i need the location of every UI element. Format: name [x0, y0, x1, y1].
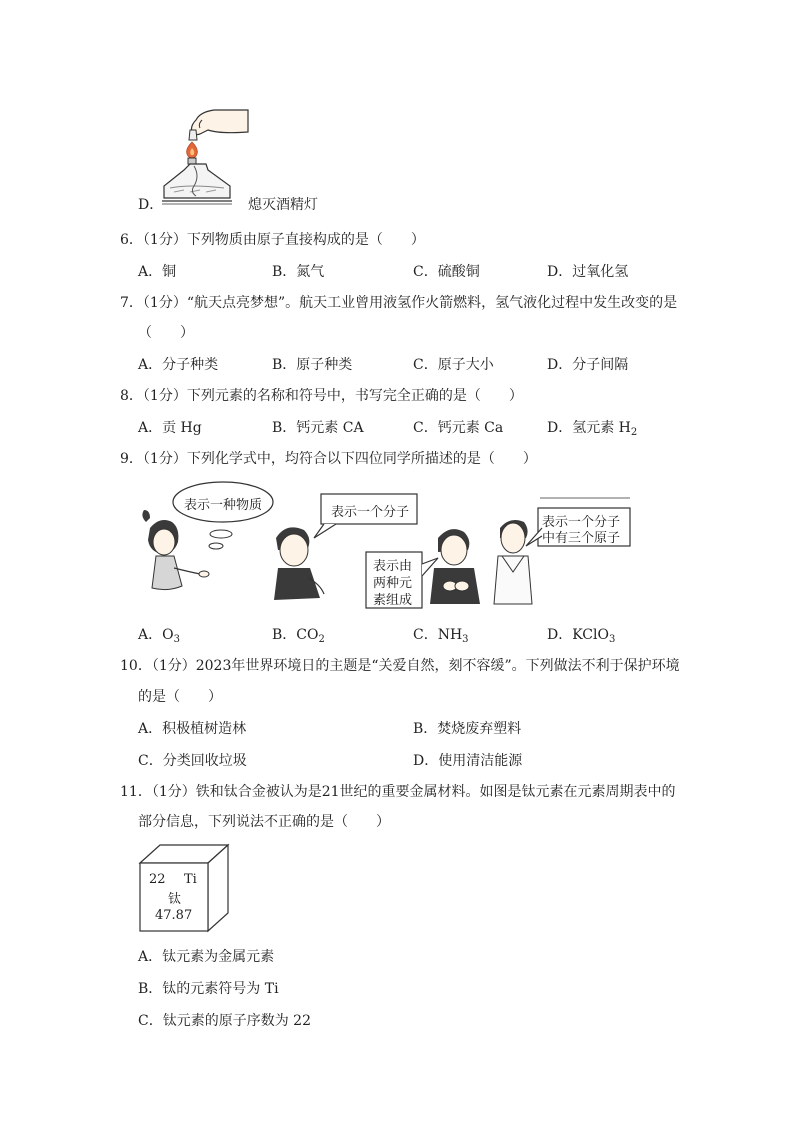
bubble-three-atoms-line2: 中有三个原子 [542, 531, 621, 546]
question-9-stem: 9．（1分）下列化学式中，均符合以下四位同学所描述的是（ ） [120, 451, 537, 467]
q7-option-c[interactable]: C．原子大小 [413, 357, 494, 373]
bubble-two-elements-line2: 两种元 [373, 576, 413, 591]
question-10-stem-line2: 的是（ ） [138, 689, 222, 705]
q8-option-b[interactable]: B．钙元素 CA [272, 420, 364, 436]
question-8-stem: 8．（1分）下列元素的名称和符号中，书写完全正确的是（ ） [120, 388, 523, 404]
question-11-stem-line2: 部分信息，下列说法不正确的是（ ） [138, 814, 390, 830]
q9-option-c-subscript: 3 [462, 634, 469, 645]
q8-option-d-text: D．氢元素 H [547, 420, 631, 436]
q6-option-d[interactable]: D．过氧化氢 [547, 264, 629, 280]
question-10-stem-line1: 10．（1分）2023年世界环境日的主题是“关爱自然，刻不容缓”。下列做法不利于保护环境 [120, 658, 680, 674]
q7-option-d[interactable]: D．分子间隔 [547, 357, 629, 373]
q10-option-b[interactable]: B．焚烧废弃塑料 [413, 721, 522, 737]
q10-option-c[interactable]: C．分类回收垃圾 [138, 753, 247, 769]
q5-option-d-letter: D． [138, 197, 164, 213]
question-7-stem-line1: 7．（1分）“航天点亮梦想”。航天工业曾用液氢作火箭燃料，氢气液化过程中发生改变的是 [120, 295, 678, 311]
q9-option-a[interactable] [138, 624, 180, 644]
q5-option-d-caption: 熄灭酒精灯 [248, 197, 318, 213]
bubble-three-atoms-line1: 表示一个分子 [542, 515, 621, 530]
q8-option-a[interactable]: A．贡 Hg [138, 420, 202, 436]
q6-option-a[interactable]: A．铜 [138, 264, 177, 280]
element-atomic-number: 22 [149, 872, 166, 887]
bubble-two-elements-line3: 素组成 [373, 593, 413, 608]
q6-option-b[interactable]: B．氮气 [272, 264, 325, 280]
question-7-stem-line2: （ ） [138, 325, 194, 341]
q10-option-d[interactable]: D．使用清洁能源 [413, 753, 523, 769]
bubble-two-elements-line1: 表示由 [373, 559, 413, 574]
question-11-stem-line1: 11．（1分）铁和钛合金被认为是21世纪的重要金属材料。如图是钛元素在元素周期表中的 [120, 784, 676, 800]
q9-option-c-text: C．NH [413, 627, 463, 643]
bubble-one-substance: 表示一种物质 [184, 498, 263, 513]
q8-option-d-subscript: 2 [630, 427, 638, 438]
q9-option-d[interactable] [547, 624, 615, 644]
q9-option-b[interactable] [272, 624, 325, 644]
q11-option-b[interactable]: B．钛的元素符号为 Ti [138, 981, 279, 997]
q11-option-c[interactable]: C．钛元素的原子序数为 22 [138, 1013, 311, 1029]
q8-option-d[interactable] [547, 417, 637, 437]
q9-option-a-text: A．O [138, 627, 174, 643]
q9-option-b-subscript: 2 [318, 634, 325, 645]
q9-option-d-subscript: 3 [608, 634, 616, 645]
q9-option-c[interactable] [413, 624, 469, 644]
alcohol-lamp-illustration [160, 106, 252, 208]
q9-option-d-text: D．KClO [547, 627, 609, 643]
element-atomic-mass: 47.87 [155, 908, 193, 923]
q7-option-b[interactable]: B．原子种类 [272, 357, 353, 373]
element-symbol: Ti [184, 872, 197, 887]
q10-option-a[interactable]: A．积极植树造林 [138, 721, 247, 737]
bubble-one-molecule: 表示一个分子 [331, 505, 410, 520]
question-6-stem: 6．（1分）下列物质由原子直接构成的是（ ） [120, 232, 425, 248]
q9-option-a-subscript: 3 [173, 634, 180, 645]
q11-option-a[interactable]: A．钛元素为金属元素 [138, 949, 275, 965]
q7-option-a[interactable]: A．分子种类 [138, 357, 219, 373]
q9-option-b-text: B．CO [272, 627, 319, 643]
element-name: 钛 [168, 892, 182, 907]
q6-option-c[interactable]: C．硫酸铜 [413, 264, 480, 280]
q8-option-c[interactable]: C．钙元素 Ca [413, 420, 504, 436]
